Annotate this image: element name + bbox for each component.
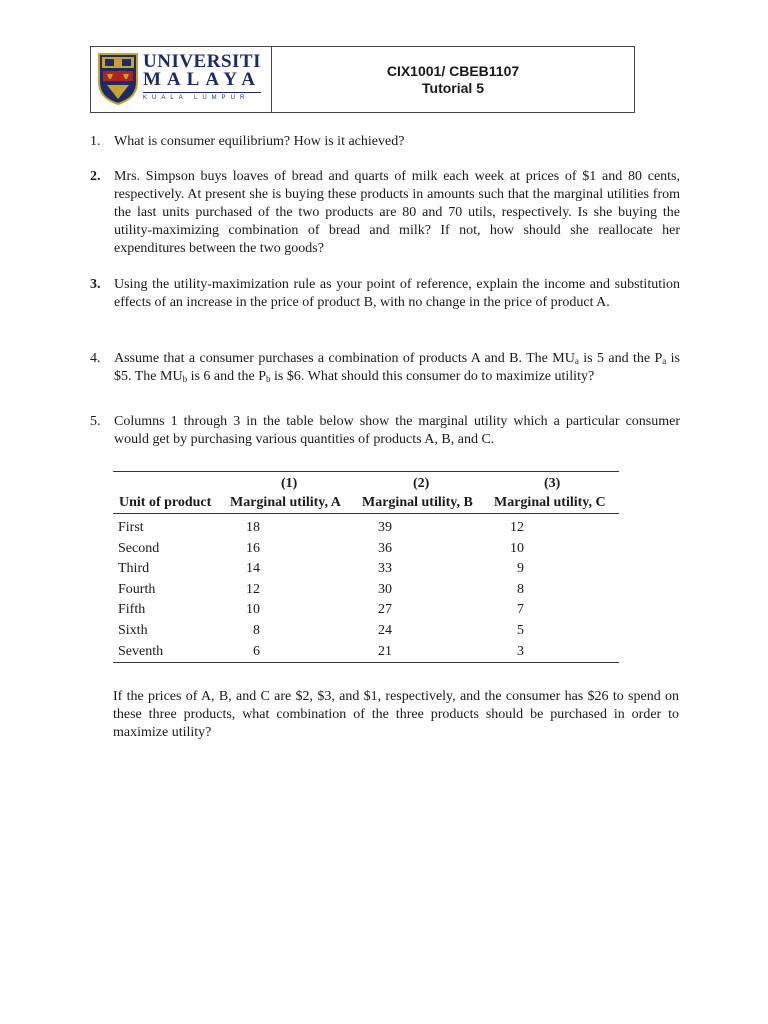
university-name-line2: MALAYA bbox=[143, 69, 262, 90]
table-row: Fifth 10 27 7 bbox=[118, 602, 524, 618]
column-number: (3) bbox=[544, 476, 561, 491]
question-number: 5. bbox=[90, 414, 101, 429]
question-5 bbox=[90, 413, 680, 449]
column-header: Marginal utility, A bbox=[230, 495, 341, 510]
question-text: Using the utility-maximization rule as your point of reference, explain the income and substitution effects of an increase in the price of product B, with no change in the price of product A. bbox=[114, 277, 680, 310]
table-row: Sixth 8 24 5 bbox=[118, 622, 524, 638]
closing-question: If the prices of A, B, and C are $2, $3, and $1, respectively, and the consumer has $26 to spend on these three products, what combination of the three products should be purchased in order to maximize utility? bbox=[113, 689, 679, 740]
document-header bbox=[90, 46, 635, 113]
table-row: Seventh 6 21 3 bbox=[118, 643, 524, 659]
table-row: Fourth 12 30 8 bbox=[118, 581, 524, 597]
table-row: Third 14 33 9 bbox=[118, 561, 524, 577]
column-number: (2) bbox=[413, 476, 430, 491]
question-text: Columns 1 through 3 in the table below show the marginal utility which a particular consumer would get by purchasing various quantities of products A, B, and C. bbox=[114, 414, 680, 447]
question-text: What is consumer equilibrium? How is it achieved? bbox=[114, 134, 405, 149]
question-text: Assume that a consumer purchases a combination of products A and B. The $MU_a$ is 5 and the $P_a$ is $5. The $MU_b$ is 6 and the $P_b$ is $6. What should this consumer do to maximize utility? bbox=[114, 351, 680, 384]
question-4 bbox=[90, 350, 680, 386]
question-2 bbox=[90, 168, 680, 258]
question-text: Mrs. Simpson buys loaves of bread and quarts of milk each week at prices of $1 and 80 cents, respectively. At present she is buying these products in amounts such that the marginal utilities from the last units purchased of the two products are 80 and 70 utils, respectively. Is she buying the utility-maximizing combination of bread and milk? If not, how should she reallocate her expenditures between the two goods? bbox=[114, 169, 680, 256]
university-name-line1: UNIVERSITI bbox=[143, 51, 261, 72]
column-header: Marginal utility, B bbox=[362, 495, 473, 510]
university-logo bbox=[91, 47, 272, 112]
marginal-utility-table bbox=[113, 471, 619, 663]
table-header bbox=[113, 472, 619, 514]
crest-icon bbox=[97, 52, 139, 106]
university-city: KUALA LUMPUR bbox=[143, 92, 261, 102]
tutorial-title: Tutorial 5 bbox=[422, 79, 484, 96]
course-info bbox=[272, 47, 634, 112]
column-number: (1) bbox=[281, 476, 298, 491]
question-number: 1. bbox=[90, 134, 101, 149]
table-row: First 18 39 12 bbox=[118, 520, 524, 535]
question-number: 3. bbox=[90, 277, 101, 292]
table-row: Second 16 36 10 bbox=[118, 540, 524, 556]
course-code: CIX1001/ CBEB1107 bbox=[386, 62, 520, 79]
question-1 bbox=[90, 133, 680, 151]
column-header: Marginal utility, C bbox=[494, 495, 606, 510]
question-number: 4. bbox=[90, 351, 101, 366]
column-header: Unit of product bbox=[119, 495, 212, 510]
question-3 bbox=[90, 276, 680, 312]
question-number: 2. bbox=[90, 169, 101, 184]
